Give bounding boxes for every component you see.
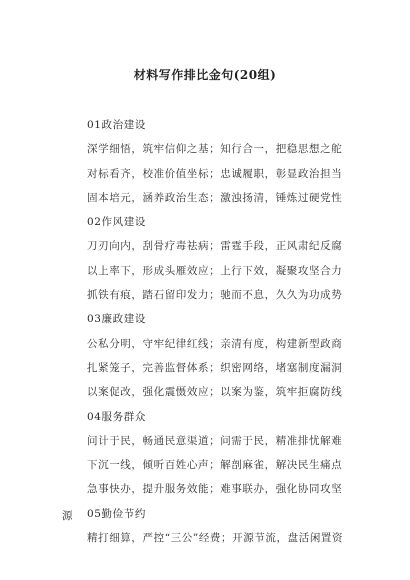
section-heading: 03廉政建设: [87, 313, 146, 326]
body-line: 深学细悟，筑牢信仰之基；知行合一，把稳思想之舵: [87, 143, 343, 156]
body-line: 抓铁有痕，踏石留印发力；驰而不息，久久为功成势: [87, 289, 343, 302]
section-heading: 01政治建设: [87, 119, 146, 131]
body-line: 以上率下，形成头雁效应；上行下效，凝聚攻坚合力: [87, 264, 343, 277]
body-line: 公私分明，守牢纪律红线；亲清有度，构建新型政商: [87, 337, 343, 350]
document-body: [87, 118, 387, 555]
document-title: 材料写作排比金句(20组): [133, 68, 277, 82]
body-line: 扎紧笼子，完善监督体系；织密网络，堵塞制度漏洞: [87, 361, 343, 374]
body-line: 问计于民，畅通民意渠道；问需于民，精准排忧解难: [87, 434, 343, 447]
body-line: 精打细算，严控“三公”经费；开源节流，盘活闲置资: [87, 532, 344, 545]
section-heading: 04服务群众: [87, 410, 146, 423]
wrapped-character: 源: [62, 510, 73, 522]
body-line: 下沉一线，倾听百姓心声；解剖麻雀，解决民生痛点: [87, 459, 343, 472]
body-line: 固本培元，涵养政治生态；激浊扬清，锤炼过硬党性: [87, 191, 343, 204]
section-heading: 02作风建设: [87, 216, 146, 229]
body-line: 急事快办，提升服务效能；难事联办，强化协同攻坚: [87, 483, 343, 496]
body-line: 刀刃向内，刮骨疗毒祛病；雷霆手段，正风肃纪反腐: [87, 240, 343, 253]
body-line: 以案促改，强化震慑效应；以案为鉴，筑牢拒腐防线: [87, 386, 343, 399]
body-line: 对标看齐，校准价值坐标；忠诚履职，彰显政治担当: [87, 167, 343, 180]
section-heading: 05勤俭节约: [87, 507, 146, 520]
